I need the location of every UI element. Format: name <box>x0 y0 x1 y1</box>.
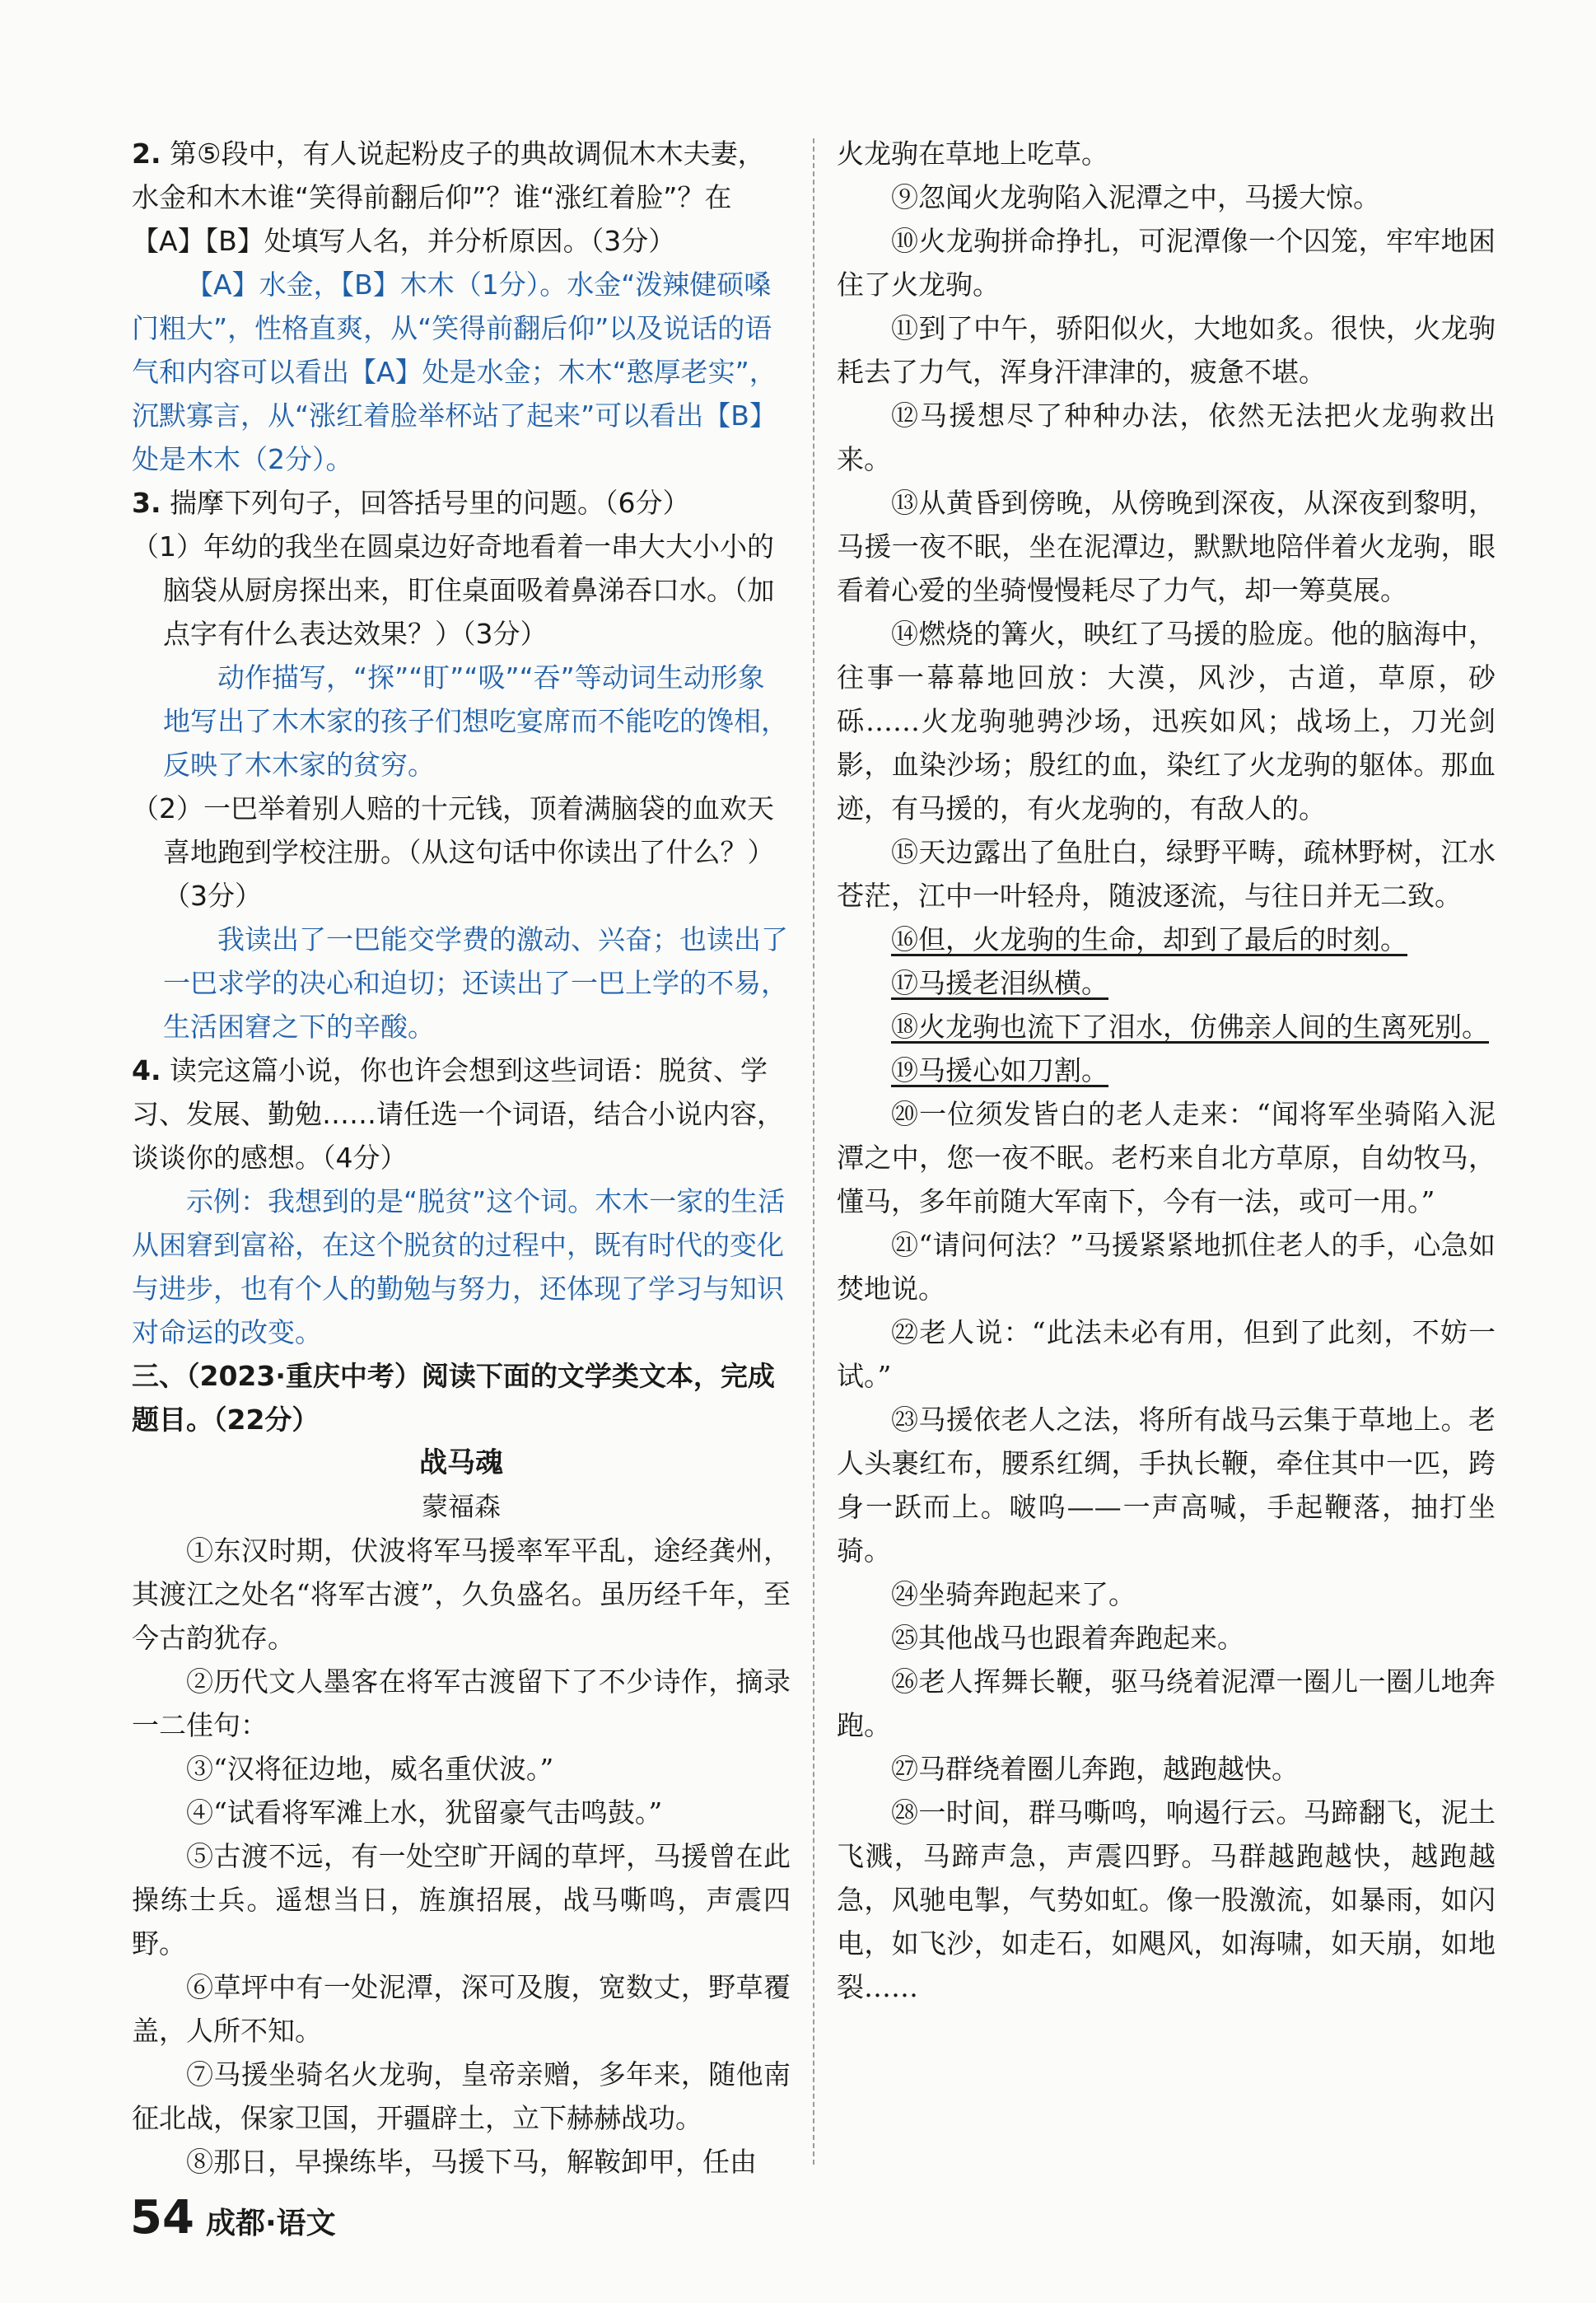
page-footer <box>130 2191 336 2245</box>
paragraph-text: ㉔坐骑奔跑起来了。 <box>891 1578 1136 1610</box>
story-paragraph <box>837 306 1496 394</box>
answer-3-2: 我读出了一巴能交学费的激动、兴奋；也读出了一巴求学的决心和迫切；还读出了一巴上学的不易，生活困窘之下的辛酸。 <box>163 923 788 1043</box>
answer-3-1: 动作描写，“探”“盯”“吸”“吞”等动词生动形象地写出了木木家的孩子们想吃宴席而不能吃的馋相，反映了木木家的贫穷。 <box>163 661 788 781</box>
answer-2: 【A】水金，【B】木木（1分）。水金“泼辣健硕嗓门粗大”，性格直爽，从“笑得前翻后仰”以及说话的语气和内容可以看出【A】处是水金；木木“憨厚老实”，沉默寡言，从“涨红着脸举杯站了起来”可以看出【B】处是木木（2分）。 <box>132 269 777 475</box>
page-number: 54 <box>130 2191 194 2245</box>
question-text: 读完这篇小说，你也许会想到这些词语：脱贫、学习、发展、勤勉……请任选一个词语，结合小说内容，谈谈你的感想。（4分） <box>132 1054 784 1174</box>
story-paragraph: ⑧那日，早操练毕，马援下马，解鞍卸甲，任由 <box>186 2146 757 2178</box>
story-title: 战马魂 <box>419 1446 503 1479</box>
paragraph-text: ㉑“请问何法？”马援紧紧地抓住老人的手，心急如焚地说。 <box>837 1229 1496 1305</box>
question-3-2: （2）一巴举着别人赔的十元钱，顶着满脑袋的血欢天喜地跑到学校注册。（从这句话中你读出了什么？）（3分） <box>132 792 775 912</box>
question-number: 3. <box>132 487 161 519</box>
paragraph-text: ⑮天边露出了鱼肚白，绿野平畴，疏林野树，江水苍茫，江中一叶轻舟，随波逐流，与往日并无二致。 <box>837 836 1496 912</box>
column-divider <box>813 138 814 2165</box>
story-paragraph: ②历代文人墨客在将军古渡留下了不少诗作，摘录一二佳句： <box>132 1665 791 1741</box>
story-paragraph: ⑥草坪中有一处泥潭，深可及腹，宽数丈，野草覆盖，人所不知。 <box>132 1971 791 2047</box>
story-paragraph <box>837 1092 1496 1223</box>
story-paragraph: ①东汉时期，伏波将军马援率军平乱，途经龚州，其渡江之处名“将军古渡”，久负盛名。虽历经千年，至今古韵犹存。 <box>132 1535 791 1654</box>
story-paragraph <box>837 481 1496 612</box>
story-paragraph: ④“试看将军滩上水，犹留豪气击鸣鼓。” <box>186 1796 663 1829</box>
paragraph-text: ㉒老人说：“此法未必有用，但到了此刻，不妨一试。” <box>837 1316 1496 1392</box>
story-paragraph <box>837 1616 1496 1660</box>
story-paragraph <box>837 1005 1496 1049</box>
paragraph-text: ⑩火龙驹拼命挣扎，可泥潭像一个囚笼，牢牢地困住了火龙驹。 <box>837 225 1496 301</box>
question-number: 4. <box>132 1054 161 1086</box>
story-author: 蒙福森 <box>421 1491 501 1522</box>
question-4 <box>132 1049 791 1180</box>
story-paragraph <box>837 612 1496 830</box>
question-3 <box>132 481 791 525</box>
story-paragraph <box>837 918 1496 961</box>
story-paragraph <box>837 830 1496 918</box>
underlined-text: ⑱火龙驹也流下了泪水，仿佛亲人间的生离死别。 <box>891 1011 1489 1043</box>
story-paragraph <box>837 1398 1496 1572</box>
paragraph-text: ⑪到了中午，骄阳似火，大地如炙。很快，火龙驹耗去了力气，浑身汗津津的，疲惫不堪。 <box>837 312 1496 388</box>
story-paragraph <box>837 1572 1496 1616</box>
answer-4: 示例：我想到的是“脱贫”这个词。木木一家的生活从困窘到富裕，在这个脱贫的过程中，既有时代的变化与进步，也有个人的勤勉与努力，还体现了学习与知识对命运的改变。 <box>132 1185 786 1348</box>
section-heading: 三、（2023·重庆中考）阅读下面的文学类文本，完成题目。（22分） <box>132 1360 775 1436</box>
story-paragraph <box>837 1747 1496 1791</box>
story-paragraph <box>837 132 1496 175</box>
story-paragraph <box>837 1791 1496 2009</box>
question-text: 第⑤段中，有人说起粉皮子的典故调侃木木夫妻，水金和木木谁“笑得前翻后仰”？谁“涨红着脸”？在【A】【B】处填写人名，并分析原因。（3分） <box>132 138 765 257</box>
story-paragraph: ⑦马援坐骑名火龙驹，皇帝亲赠，多年来，随他南征北战，保家卫国，开疆辟土，立下赫赫战功。 <box>132 2058 791 2134</box>
question-text: 揣摩下列句子，回答括号里的问题。（6分） <box>170 487 690 519</box>
story-paragraph: ⑤古渡不远，有一处空旷开阔的草坪，马援曾在此操练士兵。遥想当日，旌旗招展，战马嘶鸣，声震四野。 <box>132 1840 791 1960</box>
paragraph-text: ⑨忽闻火龙驹陷入泥潭之中，马援大惊。 <box>891 181 1380 213</box>
question-3-1: （1）年幼的我坐在圆桌边好奇地看着一串大大小小的脑袋从厨房探出来，盯住桌面吸着鼻涕吞口水。（加点字有什么表达效果？）（3分） <box>132 530 775 650</box>
paragraph-text: ⑳一位须发皆白的老人走来：“闻将军坐骑陷入泥潭之中，您一夜不眠。老朽来自北方草原，自幼牧马，懂马，多年前随大军南下，今有一法，或可一用。” <box>837 1098 1496 1217</box>
underlined-text: ⑲马援心如刀割。 <box>891 1054 1108 1086</box>
question-2 <box>132 132 791 263</box>
story-paragraph: ③“汉将征边地，威名重伏波。” <box>186 1753 554 1785</box>
left-column <box>132 132 791 2184</box>
story-paragraph <box>837 1310 1496 1398</box>
story-paragraph <box>837 219 1496 306</box>
story-paragraph <box>837 394 1496 481</box>
paragraph-text: ㉖老人挥舞长鞭，驱马绕着泥潭一圈儿一圈儿地奔跑。 <box>837 1665 1496 1741</box>
story-paragraph <box>837 1049 1496 1092</box>
underlined-text: ⑰马援老泪纵横。 <box>891 967 1108 999</box>
story-paragraph <box>837 1223 1496 1310</box>
paragraph-text: ⑬从黄昏到傍晚，从傍晚到深夜，从深夜到黎明，马援一夜不眠，坐在泥潭边，默默地陪伴着火龙驹，眼看着心爱的坐骑慢慢耗尽了力气，却一筹莫展。 <box>837 487 1496 606</box>
story-paragraph <box>837 1660 1496 1747</box>
book-label: 成都·语文 <box>205 2207 336 2240</box>
paragraph-text: ㉓马援依老人之法，将所有战马云集于草地上。老人头裹红布，腰系红绸，手执长鞭，牵住其中一匹，跨身一跃而上。啵呜——一声高喊，手起鞭落，抽打坐骑。 <box>837 1404 1496 1567</box>
question-number: 2. <box>132 138 161 170</box>
paragraph-text: ㉘一时间，群马嘶鸣，响遏行云。马蹄翻飞，泥土飞溅，马蹄声急，声震四野。马群越跑越快，越跑越急，风驰电掣，气势如虹。像一股激流，如暴雨，如闪电，如飞沙，如走石，如飓风，如海啸，如天崩，如地裂…… <box>837 1796 1496 2003</box>
paragraph-text: ㉗马群绕着圈儿奔跑，越跑越快。 <box>891 1753 1299 1785</box>
paragraph-text: 火龙驹在草地上吃草。 <box>837 138 1108 170</box>
underlined-text: ⑯但，火龙驹的生命，却到了最后的时刻。 <box>891 923 1407 955</box>
story-paragraph <box>837 961 1496 1005</box>
paragraph-text: ⑭燃烧的篝火，映红了马援的脸庞。他的脑海中，往事一幕幕地回放：大漠，风沙，古道，草原，砂砾……火龙驹驰骋沙场，迅疾如风；战场上，刀光剑影，血染沙场；殷红的血，染红了火龙驹的躯体。那血迹，有马援的，有火龙驹的，有敌人的。 <box>837 618 1496 825</box>
paragraph-text: ㉕其他战马也跟着奔跑起来。 <box>891 1622 1244 1654</box>
story-paragraph <box>837 175 1496 219</box>
paragraph-text: ⑫马援想尽了种种办法，依然无法把火龙驹救出来。 <box>837 399 1496 475</box>
right-column <box>837 132 1496 2009</box>
